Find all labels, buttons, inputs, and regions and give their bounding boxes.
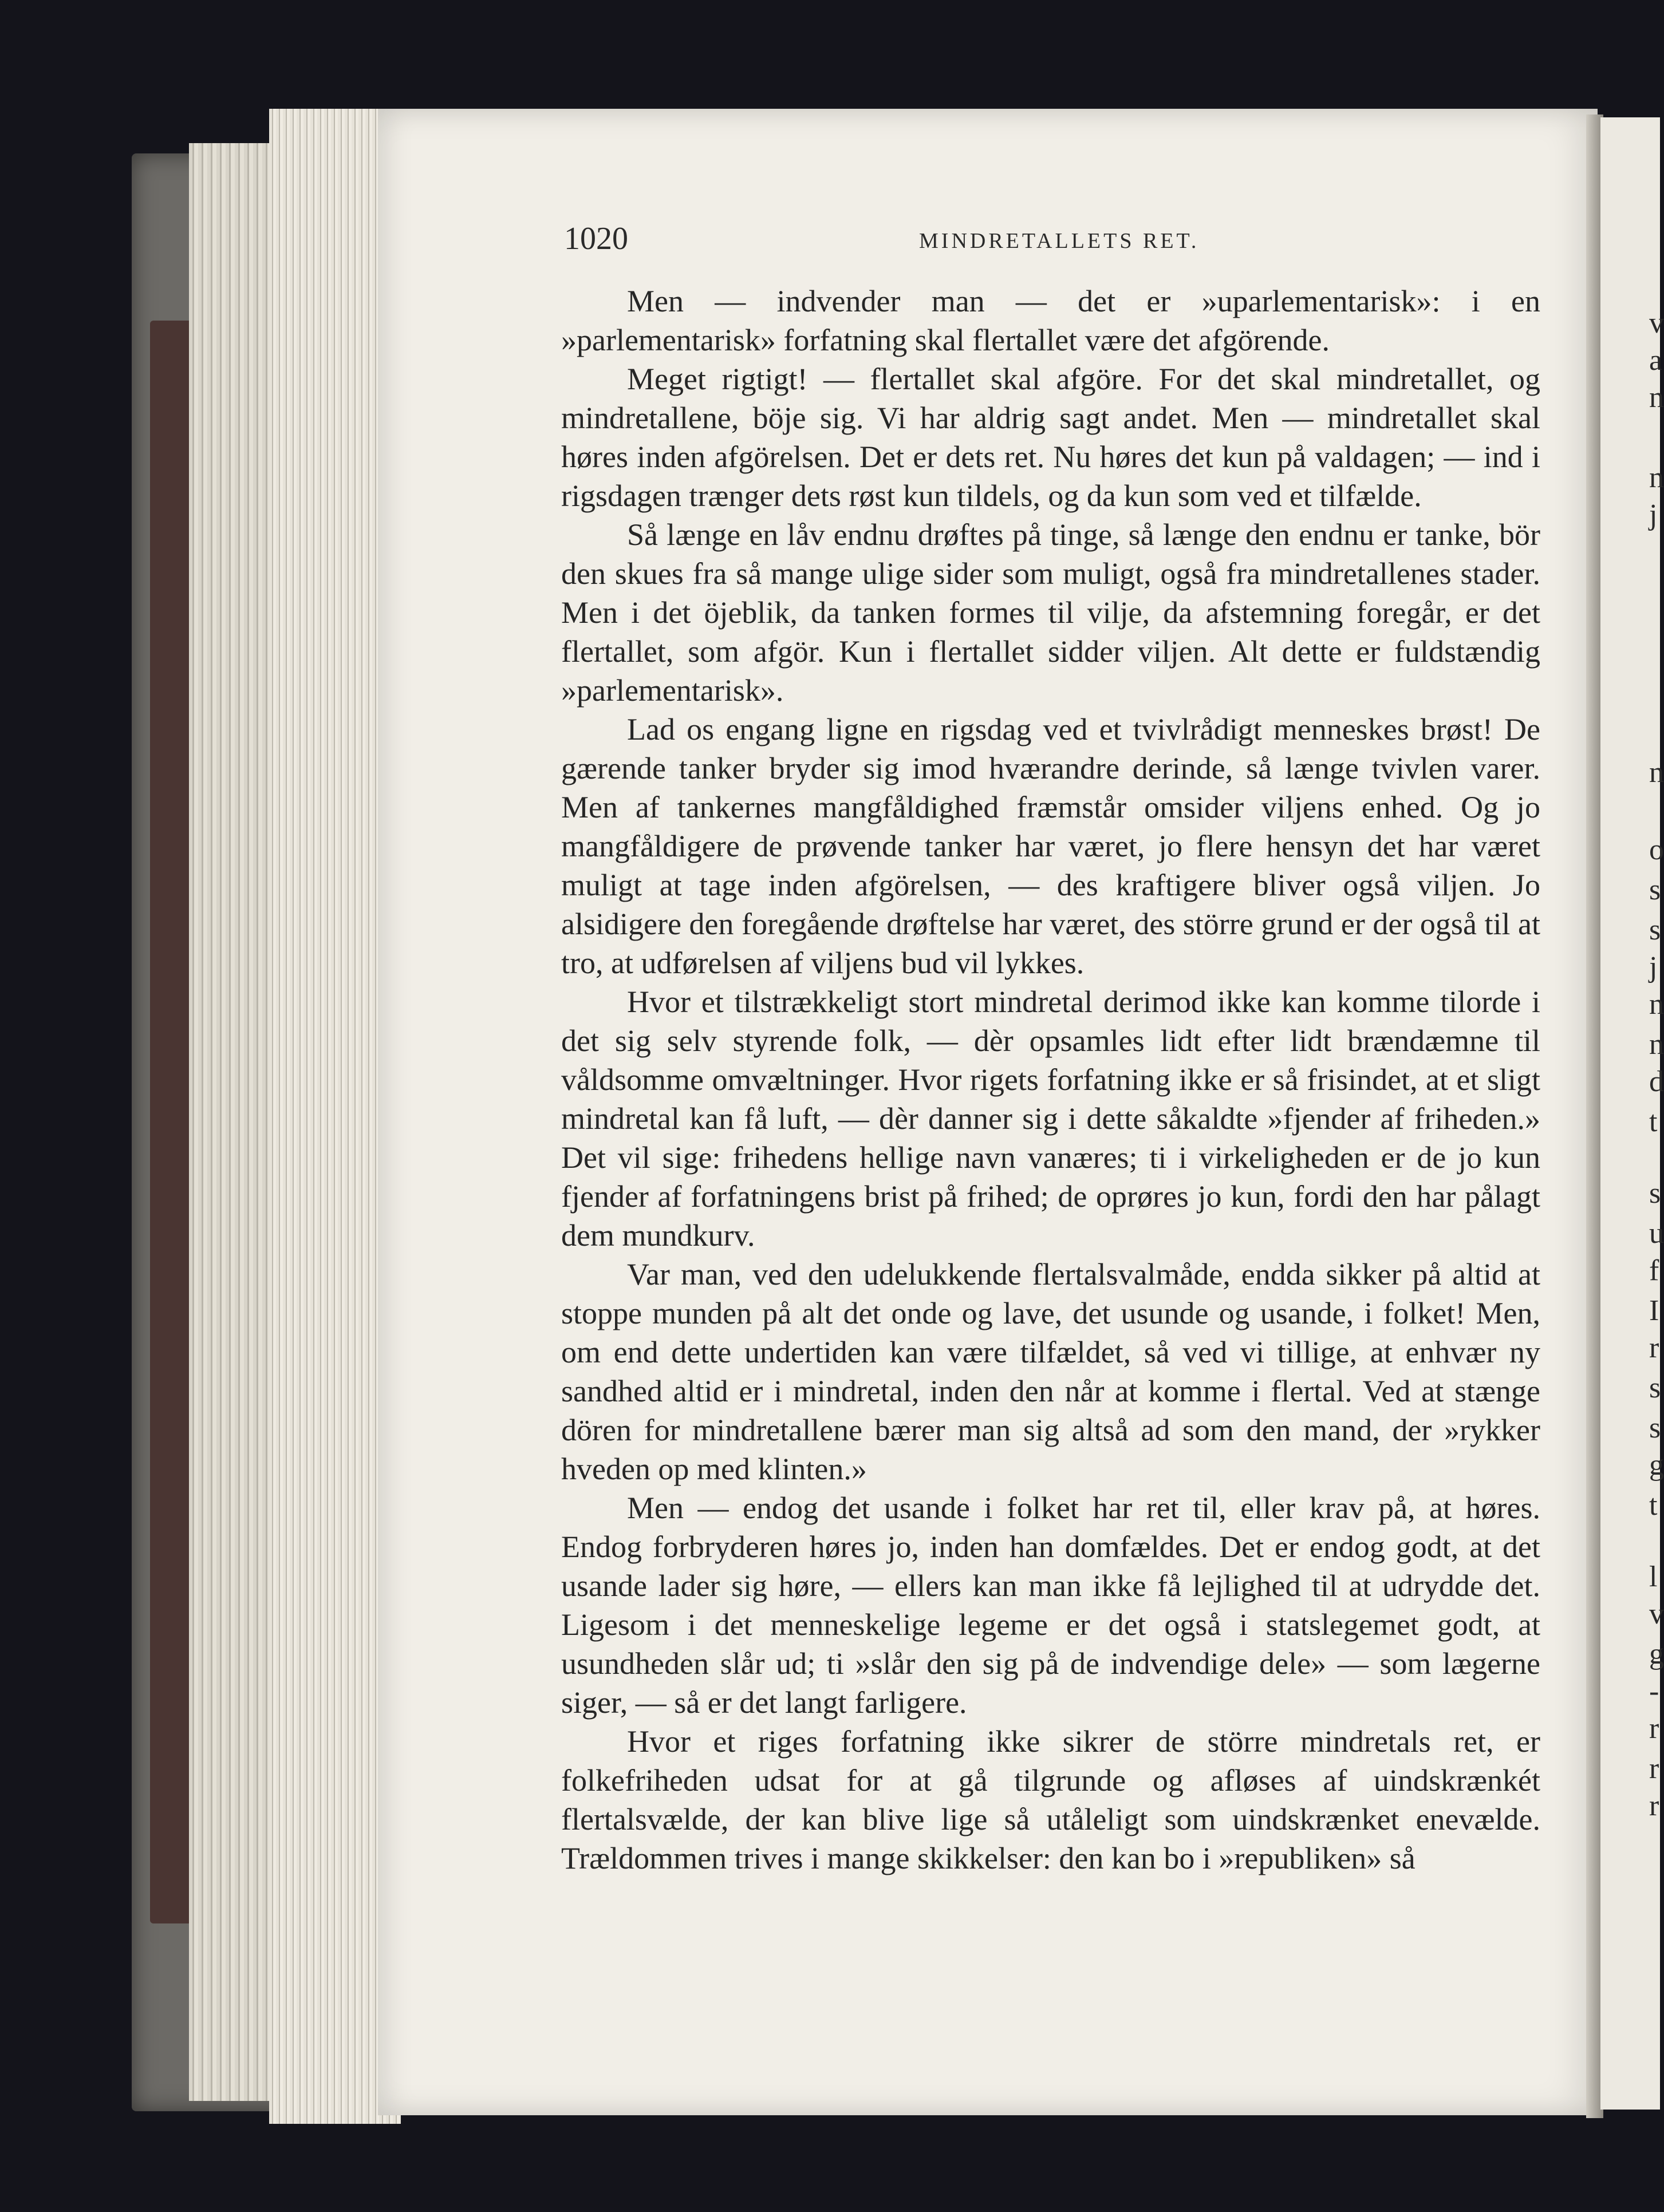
- next-page-fragment: d: [1649, 1065, 1664, 1098]
- next-page-fragment: u: [1649, 1217, 1664, 1250]
- paragraph-6: Var man, ved den udelukkende flertalsvalmåde, endda sikker på altid at stoppe munden på alt det onde og lave, det usunde og usande, i folket! Men, om end dette undertiden kan være tilfældet, så ved vi tillige, at enhvær ny sandhed altid er i mindretal, inden den når at komme i flertal. Ved at stænge dören for mindretallene bærer man sig altså ad som den mand, der »rykker hveden op med klinten.»: [561, 1257, 1540, 1486]
- paragraph-1: Men — indvender man — det er »uparlementarisk»: i en »parlementarisk» forfatning skal flertallet være det afgörende.: [561, 284, 1540, 357]
- next-page-fragment: t: [1649, 1489, 1658, 1522]
- paragraph-7: Men — endog det usande i folket har ret til, eller krav på, at høres. Endog forbryderen høres jo, inden han domfældes. Det er endog godt, at det usande lader sig høre, — ellers kan man ikke få lejlighed til at udrydde det. Ligesom i det menneskelige legeme er det også i statslegemet godt, at usundheden slår ud; ti »slår den sig på de indvendige dele» — som lægerne siger, — så er det langt farligere.: [561, 1491, 1540, 1720]
- next-page-fragment: n: [1649, 756, 1664, 789]
- paragraph-2: Meget rigtigt! — flertallet skal afgöre. For det skal mindretallet, og mindretallene, böje sig. Vi har aldrig sagt andet. Men — mindretallet skal høres inden afgörelsen. Det er dets ret. Nu høres det kun på valdagen; — ind i rigsdagen trænger dets røst kun tildels, og da kun som ved et tilfælde.: [561, 362, 1540, 513]
- page-header: [564, 220, 1540, 266]
- next-page-fragment: r: [1649, 1332, 1659, 1364]
- next-page-fragment: s: [1649, 874, 1661, 906]
- next-page-fragment: -: [1649, 1675, 1659, 1708]
- next-page-fragment: s: [1649, 1372, 1661, 1404]
- next-page-fragment: v: [1649, 1598, 1664, 1630]
- body-text: [561, 282, 1540, 1878]
- next-page-fragment: g: [1649, 1449, 1664, 1482]
- next-page-fragment: f: [1649, 1254, 1659, 1287]
- next-page-fragment: o: [1649, 834, 1664, 866]
- next-page-fragment: r: [1649, 1790, 1659, 1822]
- paragraph-5: Hvor et tilstrækkeligt stort mindretal derimod ikke kan komme tilorde i det sig selv styrende folk, — dèr opsamles lidt efter lidt brændæmne til våldsomme omvæltninger. Hvor rigets forfatning ikke er så frisindet, at et sligt mindretal kan få luft, — dèr danner sig i dette såkaldte »fjender af friheden.» Det vil sige: frihedens hellige navn vanæres; ti i virkeligheden er de jo kun fjender af forfatningens brist på frihed; de oprøres jo kun, fordi den har pålagt dem mundkurv.: [561, 985, 1540, 1253]
- next-page-fragment: t: [1649, 1105, 1658, 1138]
- next-page-fragment: j: [1649, 951, 1658, 983]
- running-head: MINDRETALLETS RET.: [919, 229, 1200, 253]
- next-page-fragment: n: [1649, 988, 1664, 1021]
- next-page-fragment: s: [1649, 1177, 1661, 1210]
- next-page-fragment: s: [1649, 914, 1661, 946]
- paragraph-8: Hvor et riges forfatning ikke sikrer de större mindretals ret, er folkefriheden udsat for at gå tilgrunde og afløses af uindskrænkét flertalsvælde, der kan blive lige så utåleligt som uindskrænket enevælde. Trældommen trives i mange skikkelser: den kan bo i »republiken» så: [561, 1724, 1540, 1875]
- paragraph-3: Så længe en låv endnu drøftes på tinge, så længe den endnu er tanke, bör den skues fra så mange ulige sider som muligt, også fra mindretallenes stader. Men i det öjeblik, da tanken formes til vilje, da afstemning foregår, er det flertallet, som afgör. Kun i flertallet sidder viljen. Alt dette er fuldstændig »parlementarisk».: [561, 518, 1540, 708]
- next-page-fragment: r: [1649, 1712, 1659, 1745]
- next-page-fragment: I: [1649, 1294, 1659, 1327]
- next-page-fragment: j: [1649, 499, 1658, 531]
- next-page-fragment: v: [1649, 307, 1664, 339]
- next-page-fragment: a: [1649, 344, 1663, 377]
- next-page-fragment: l: [1649, 1561, 1658, 1593]
- next-page-fragment: s: [1649, 1412, 1661, 1444]
- page-number: 1020: [564, 221, 628, 256]
- next-page-fragment: n: [1649, 461, 1664, 494]
- next-page-fragment: r: [1649, 1752, 1659, 1785]
- next-page-fragment: n: [1649, 1028, 1664, 1061]
- next-page-fragment: n: [1649, 381, 1664, 414]
- paragraph-4: Lad os engang ligne en rigsdag ved et tvivlrådigt menneskes brøst! De gærende tanker bryder sig imod hværandre derinde, så længe tvivlen varer. Men af tankernes mangfåldighed fræmstår omsider viljens enhed. Og jo mangfåldigere de prøvende tanker har været, jo flere hensyn det har været muligt at tage inden afgörelsen, — des kraftigere bliver også viljen. Jo alsidigere den foregående drøftelse har været, des större grund er der også til at tro, at udførelsen af viljens bud vil lykkes.: [561, 712, 1540, 980]
- next-page-fragment: g: [1649, 1638, 1664, 1670]
